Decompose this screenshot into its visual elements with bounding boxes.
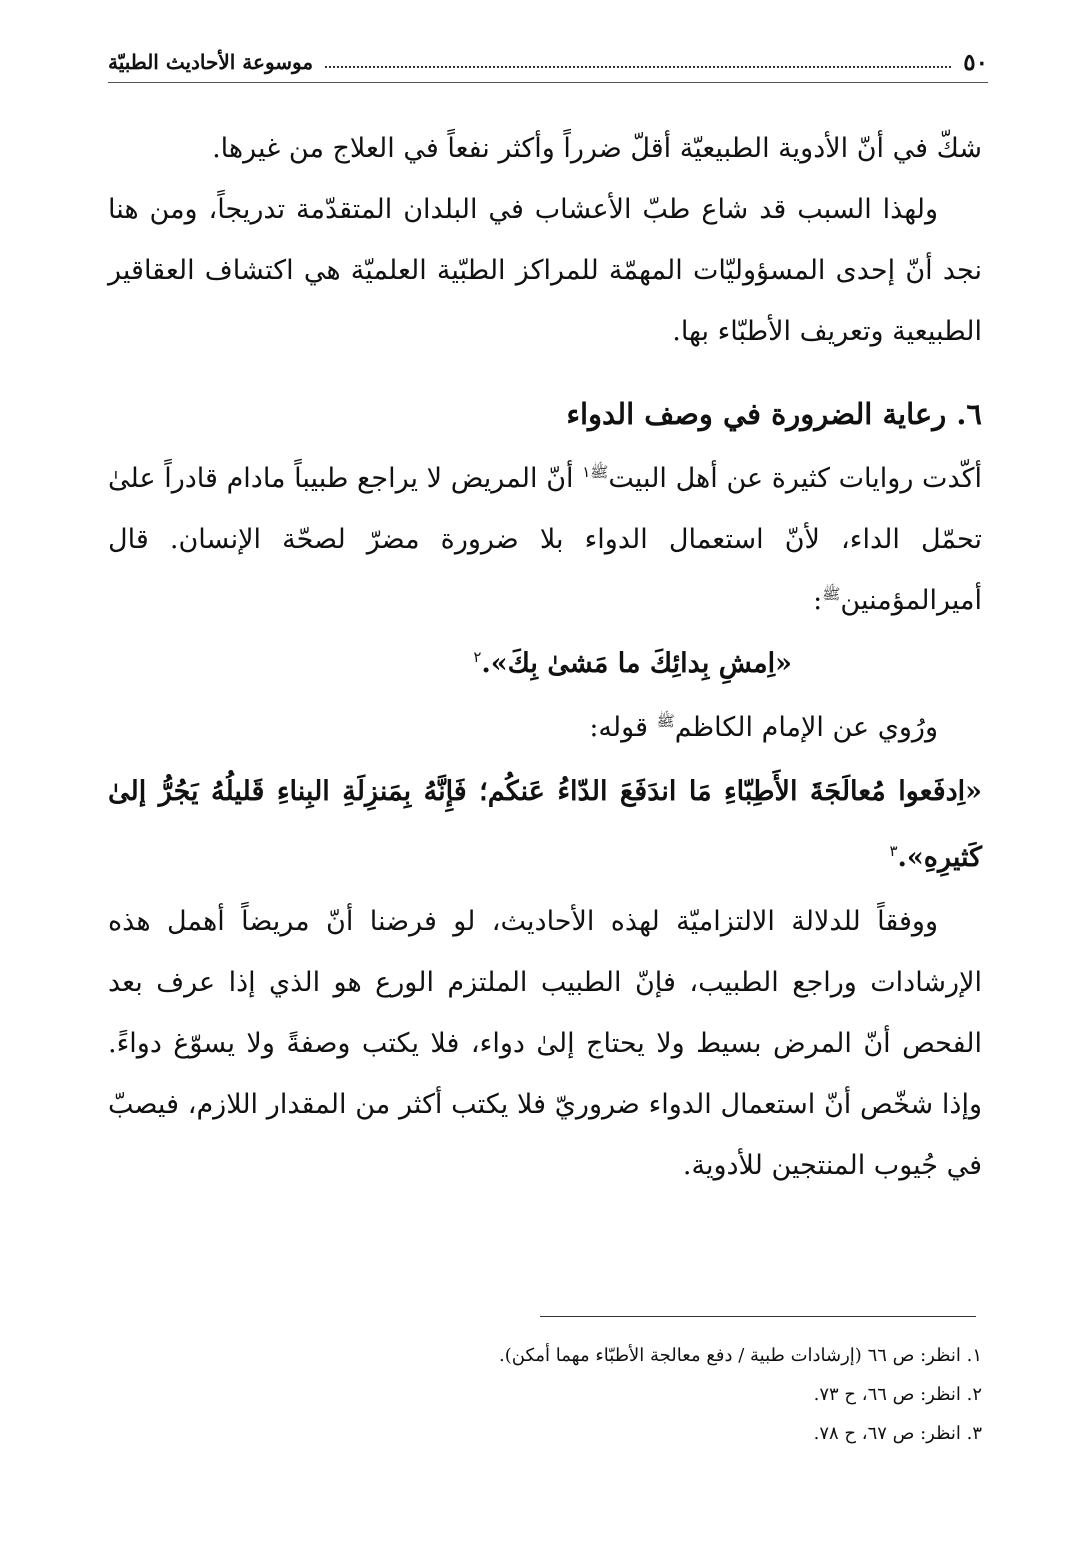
honorific-glyph: ﷺ (822, 585, 841, 603)
header-rule (108, 82, 988, 83)
header-dot-leader (325, 56, 951, 68)
footnote-1: ١. انظر: ص ٦٦ (إرشادات طبية / دفع معالجة الأطبّاء مهما أمكن). (499, 1345, 982, 1366)
paragraph-conclusion: ووفقاً للدلالة الالتزاميّة لهذه الأحاديث، لو فرضنا أنّ مريضاً أهمل هذه الإرشادات وراجع الطبيب، فإنّ الطبيب الملتزم الورع هو الذي إذا عرف بعد الفحص أنّ المرض بسيط ولا يحتاج إلىٰ دواء، فلا يكتب وصفةً ولا يسوّغ دواءً. وإذا شخّص أنّ استعمال الدواء ضروريّ فلا يكتب أكثر من المقدار اللازم، فيصبّ في جُيوب المنتجين للأدوية. (108, 906, 982, 1181)
hadith-quote-1-text: «اِمشِ بِدائِكَ ما مَشىٰ بِكَ». (481, 648, 792, 679)
hadith-quote-2 (108, 759, 982, 891)
page-number: ٥٠ (963, 48, 988, 76)
honorific-glyph: ﷺ (590, 463, 609, 481)
narration-intro-text: ورُوي عن الإمام الكاظم (674, 712, 938, 743)
hadith-quote-2-text: «اِدفَعوا مُعالَجَةَ الأَطِبّاءِ مَا اندَفَعَ الدّاءُ عَنكُم؛ فَإِنَّهُ بِمَنزِلَةِ البِناءِ قَليلُهُ يَجُرُّ إلىٰ كَثيرِهِ». (108, 776, 982, 873)
honorific-glyph: ﷺ (656, 712, 675, 730)
hadith-quote-1 (108, 631, 982, 697)
running-header (108, 44, 988, 80)
paragraph-narrations-start: أكّدت روايات كثيرة عن أهل البيت (608, 463, 982, 494)
paragraph-narrations-end: : (813, 585, 823, 616)
section-heading: ٦. رعاية الضرورة في وصف الدواء (566, 397, 982, 431)
narration-intro-end: قوله: (589, 712, 657, 743)
paragraph-narrations-rest: أنّ المريض لا يراجع طبيباً مادام قادراً علىٰ تحمّل الداء، لأنّ استعمال الدواء بلا ضرورة مضرّ لصحّة الإنسان. قال أميرالمؤمنين (108, 463, 982, 616)
paragraph-narrations (108, 448, 982, 631)
footnote-ref-3: ٣ (889, 842, 898, 860)
footnote-ref-2: ٢ (473, 648, 482, 666)
footnote-separator (540, 1316, 976, 1317)
footnote-2: ٢. انظر: ص ٦٦، ح ٧٣. (813, 1384, 982, 1405)
book-title: موسوعة الأحاديث الطبيّة (108, 50, 314, 74)
paragraph-continuation: شكّ في أنّ الأدوية الطبيعيّة أقلّ ضرراً وأكثر نفعاً في العلاج من غيرها. (212, 133, 982, 164)
paragraph-herbal-medicine: ولهذا السبب قد شاع طبّ الأعشاب في البلدان المتقدّمة تدريجاً، ومن هنا نجد أنّ إحدى المسؤوليّات المهمّة للمراكز الطبّية العلميّة هي اكتشاف العقاقير الطبيعية وتعريف الأطبّاء بها. (108, 194, 982, 347)
footnotes (108, 1336, 982, 1453)
narration-intro (108, 697, 982, 759)
main-text (108, 118, 982, 1196)
footnote-3: ٣. انظر: ص ٦٧، ح ٧٨. (813, 1423, 982, 1444)
footnote-ref-1: ١ (582, 463, 591, 481)
